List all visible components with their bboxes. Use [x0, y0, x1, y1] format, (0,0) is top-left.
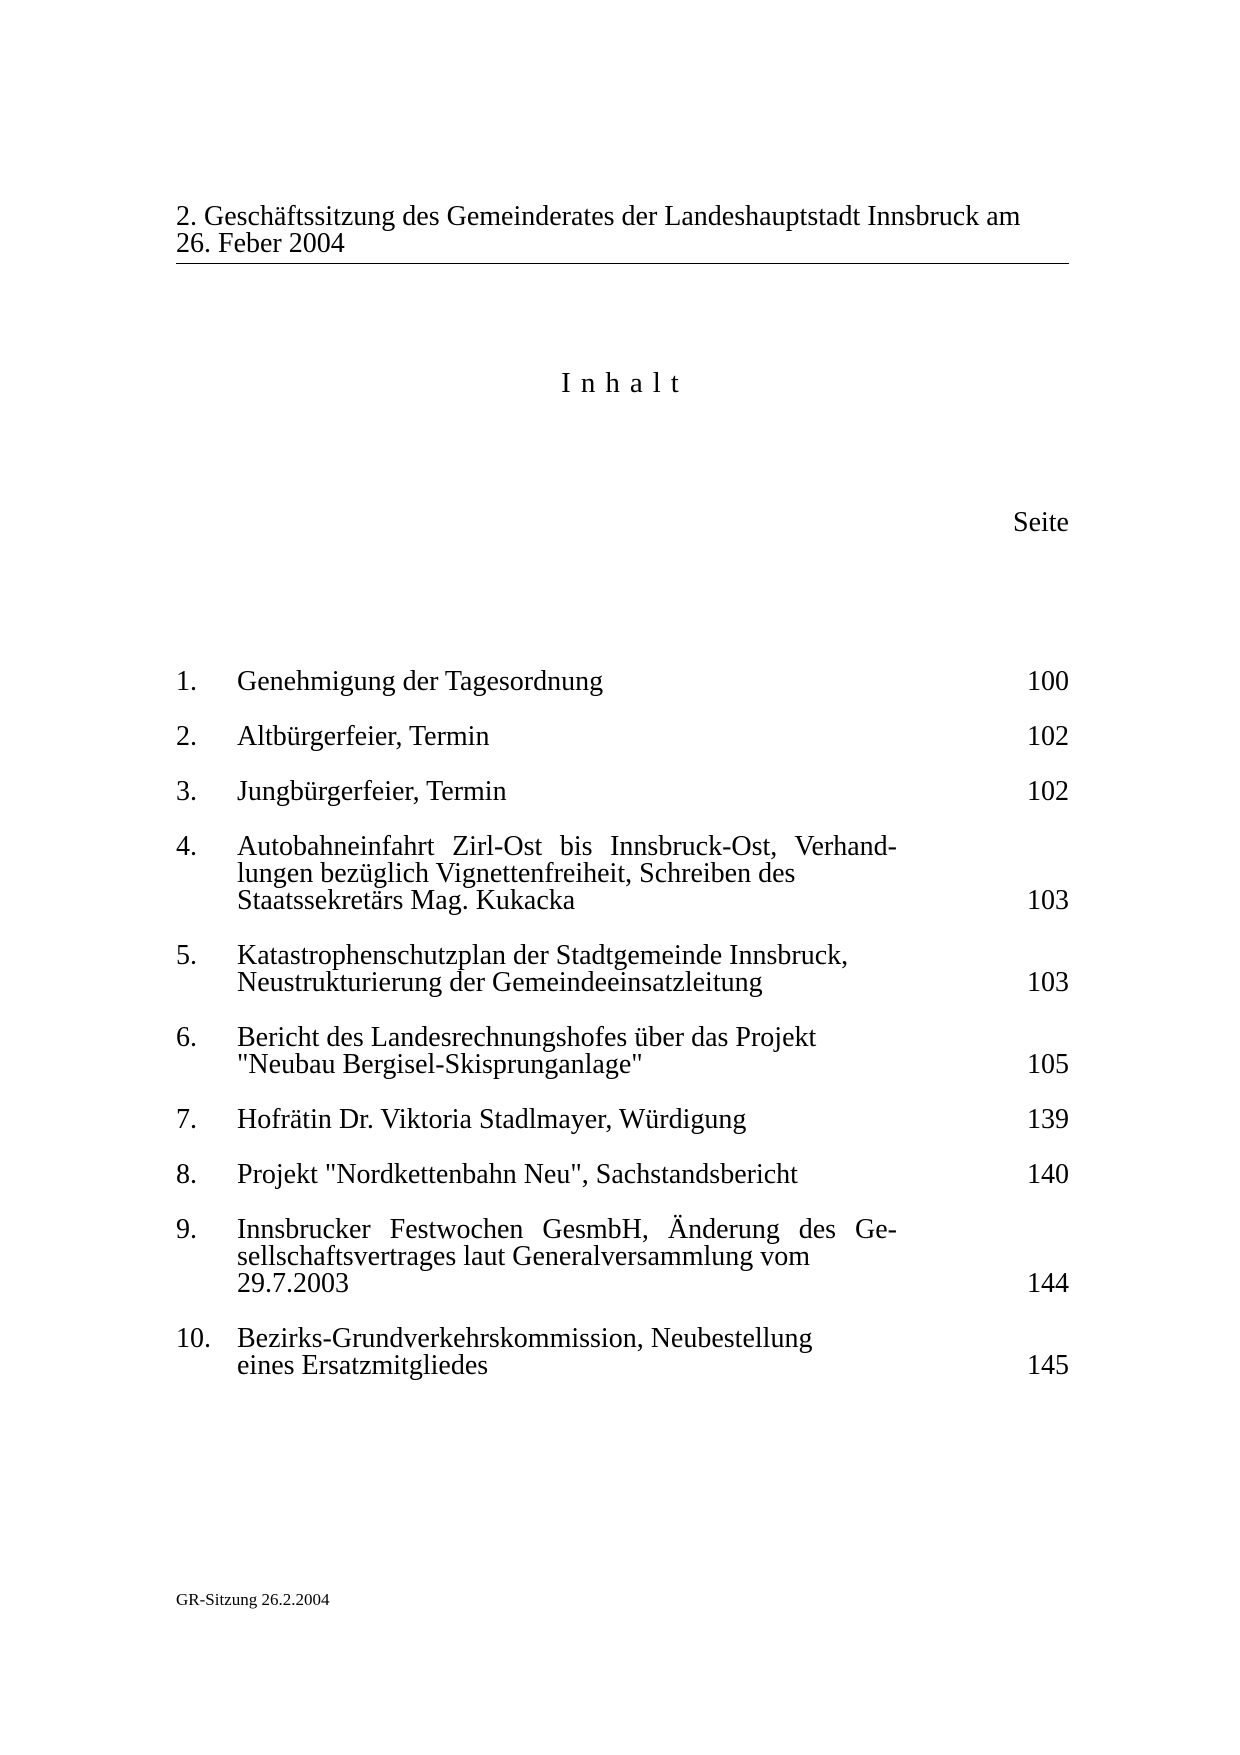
- toc-entry-line: Bezirks-Grundverkehrskommission, Neubestellung: [237, 1323, 813, 1354]
- toc-entry-number: 7.: [176, 1104, 197, 1135]
- toc-entry-number: 3.: [176, 776, 197, 807]
- toc-entry-line: eines Ersatzmitgliedes: [237, 1350, 489, 1381]
- toc-entry-line: "Neubau Bergisel-Skisprunganlage": [237, 1049, 643, 1080]
- toc-entry: [176, 942, 1069, 996]
- toc-entry-number: 9.: [176, 1214, 197, 1245]
- toc-entry-line: Katastrophenschutzplan der Stadtgemeinde Innsbruck,: [237, 940, 849, 971]
- toc-entry-text: [237, 668, 897, 695]
- toc-entry-line: lungen bezüglich Vignettenfreiheit, Schreiben des: [237, 858, 796, 889]
- table-of-contents: [176, 668, 1069, 1407]
- toc-entry-line: Hofrätin Dr. Viktoria Stadlmayer, Würdigung: [237, 1104, 747, 1135]
- toc-entry-page: 100: [1027, 666, 1069, 697]
- toc-entry-number: 10.: [176, 1323, 211, 1354]
- toc-entry-number: 1.: [176, 666, 197, 697]
- toc-entry-text: [237, 723, 897, 750]
- toc-entry-line: Altbürgerfeier, Termin: [237, 721, 490, 752]
- toc-entry-text: [237, 1325, 897, 1379]
- page-column-label: Seite: [1013, 507, 1069, 538]
- toc-entry-line: Bericht des Landesrechnungshofes über das Projekt: [237, 1022, 817, 1053]
- toc-entry: [176, 668, 1069, 695]
- session-header-line-2: 26. Feber 2004: [176, 228, 345, 259]
- toc-entry-page: 103: [1027, 967, 1069, 998]
- footer: GR-Sitzung 26.2.2004: [176, 1590, 330, 1609]
- document-title: Inhalt: [561, 367, 689, 399]
- toc-entry-page: 139: [1027, 1104, 1069, 1135]
- toc-entry-line: sellschaftsvertrages laut Generalversammlung vom: [237, 1241, 811, 1272]
- toc-entry-text: [237, 1216, 897, 1297]
- toc-entry-number: 2.: [176, 721, 197, 752]
- toc-entry-number: 5.: [176, 940, 197, 971]
- toc-entry-number: 4.: [176, 831, 197, 862]
- toc-entry-page: 103: [1027, 885, 1069, 916]
- toc-entry-page: 105: [1027, 1049, 1069, 1080]
- toc-entry-line: Staatssekretärs Mag. Kukacka: [237, 885, 576, 916]
- toc-entry: [176, 1106, 1069, 1133]
- toc-entry-line: Autobahneinfahrt Zirl-Ost bis Innsbruck-Ost, Verhand-: [237, 831, 897, 862]
- toc-entry-page: 102: [1027, 721, 1069, 752]
- toc-entry-line: Jungbürgerfeier, Termin: [237, 776, 507, 807]
- session-header: [176, 203, 1069, 264]
- toc-entry-text: [237, 1024, 897, 1078]
- toc-entry-page: 144: [1027, 1268, 1069, 1299]
- toc-entry: [176, 1161, 1069, 1188]
- toc-entry-line: Neustrukturierung der Gemeindeeinsatzleitung: [237, 967, 763, 998]
- toc-entry-number: 6.: [176, 1022, 197, 1053]
- session-header-line-1: 2. Geschäftssitzung des Gemeinderates der Landeshauptstadt Innsbruck am: [176, 201, 1021, 232]
- toc-entry-text: [237, 1161, 897, 1188]
- toc-entry-line: Innsbrucker Festwochen GesmbH, Änderung des Ge-: [237, 1214, 897, 1245]
- toc-entry-page: 140: [1027, 1159, 1069, 1190]
- toc-entry: [176, 1024, 1069, 1078]
- toc-entry-line: 29.7.2003: [237, 1268, 349, 1299]
- toc-entry-number: 8.: [176, 1159, 197, 1190]
- toc-entry: [176, 723, 1069, 750]
- toc-entry: [176, 833, 1069, 914]
- toc-entry-page: 145: [1027, 1350, 1069, 1381]
- toc-entry-text: [237, 942, 897, 996]
- toc-entry: [176, 778, 1069, 805]
- toc-entry-text: [237, 1106, 897, 1133]
- toc-entry-page: 102: [1027, 776, 1069, 807]
- toc-entry: [176, 1216, 1069, 1297]
- toc-entry: [176, 1325, 1069, 1379]
- toc-entry-line: Projekt "Nordkettenbahn Neu", Sachstandsbericht: [237, 1159, 798, 1190]
- toc-entry-line: Genehmigung der Tagesordnung: [237, 666, 604, 697]
- toc-entry-text: [237, 778, 897, 805]
- toc-entry-text: [237, 833, 897, 914]
